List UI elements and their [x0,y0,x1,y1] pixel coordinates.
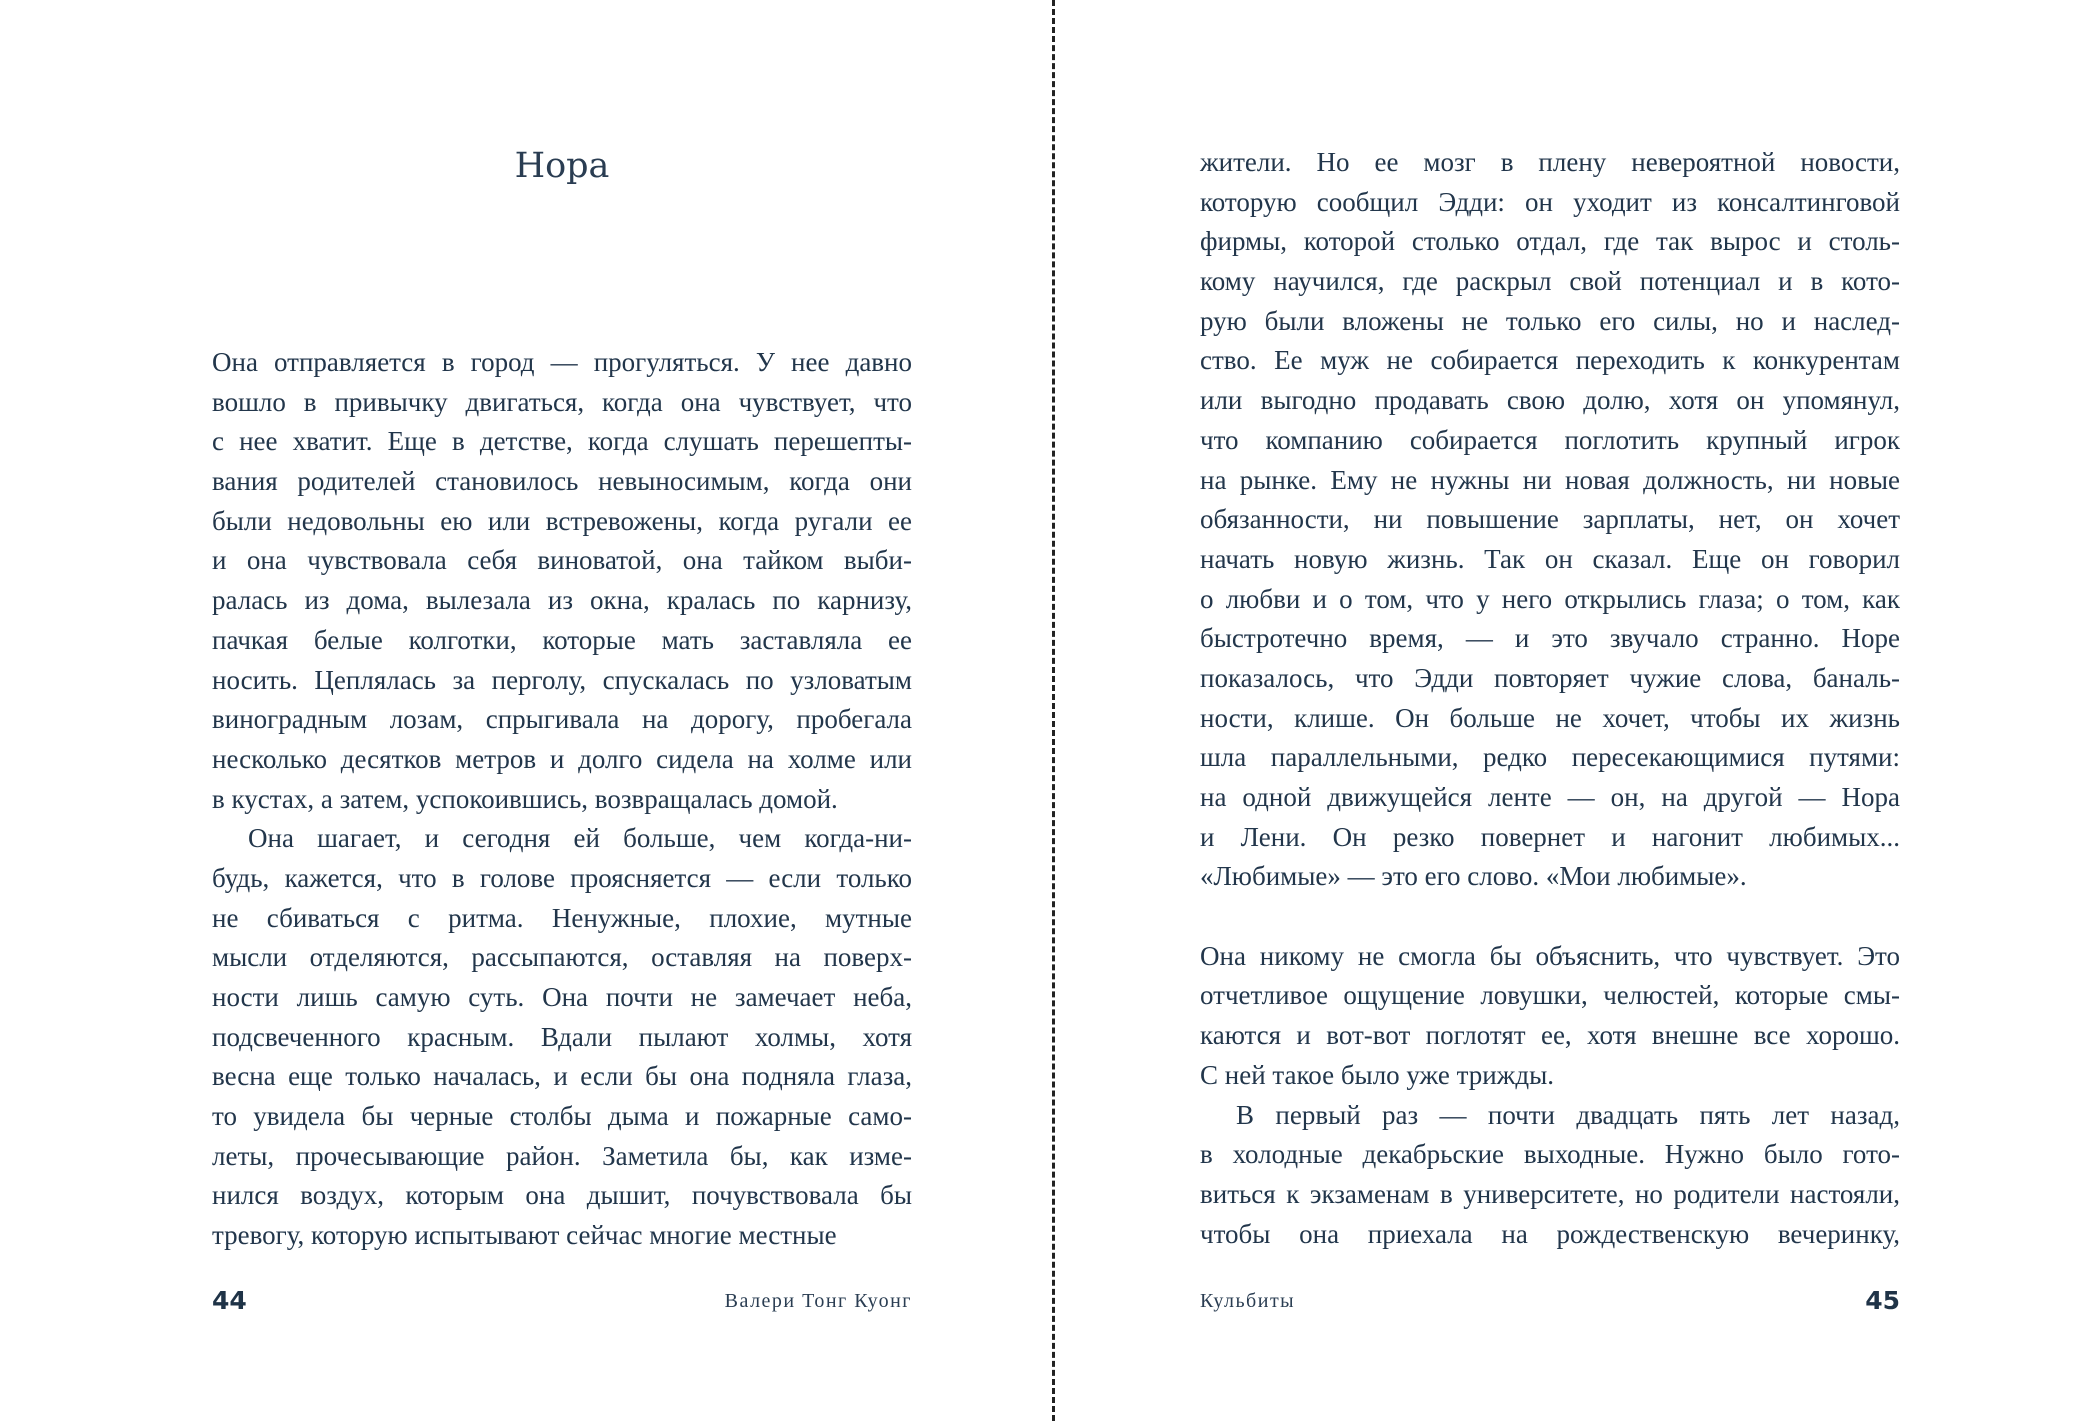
text-line: шла параллельными, редко пересекающимися путями: [1200,742,1900,773]
text-line: Она шагает, и сегодня ей больше, чем когда-ни- [248,823,912,854]
text-line: носить. Цеплялась за перголу, спускалась по узловатым [212,664,912,695]
text-line: вания родителей становилось невыносимым, когда они [212,466,912,497]
page-fold-divider [1052,0,1055,1421]
text-line: мысли отделяются, рассыпаются, оставляя на поверх- [212,942,912,973]
running-head-title: Кульбиты [1200,1290,1296,1312]
text-line: «Любимые» — это его слово. «Мои любимые». [1200,861,1747,892]
text-line: фирмы, которой столько отдал, где так вырос и столь- [1200,226,1900,257]
text-line: вошло в привычку двигаться, когда она чувствует, что [212,386,912,417]
text-line: леты, прочесывающие район. Заметила бы, как изме- [212,1140,912,1171]
text-line: несколько десятков метров и долго сидела на холме или [212,743,912,774]
text-line: подсвеченного красным. Вдали пылают холмы, хотя [212,1021,912,1052]
text-line: будь, кажется, что в голове проясняется — если только [212,862,912,893]
text-line: и она чувствовала себя виноватой, она тайком выби- [212,545,912,576]
text-line: ности, клише. Он больше не хочет, чтобы их жизнь [1200,702,1900,733]
text-line: или выгодно продавать свою долю, хотя он упомянул, [1200,385,1900,416]
text-line: пачкая белые колготки, которые мать заставляла ее [212,624,912,655]
text-line: чтобы она приехала на рождественскую вечеринку, [1200,1218,1900,1249]
text-line: отчетливое ощущение ловушки, челюстей, которые смы- [1200,980,1900,1011]
text-line: весна еще только началась, и если бы она подняла глаза, [212,1061,912,1092]
left-page-footer [212,1286,912,1322]
text-line: в холодные декабрьские выходные. Нужно было гото- [1200,1139,1900,1170]
text-line: ралась из дома, вылезала из окна, кралась по карнизу, [212,585,912,616]
right-page [1200,0,1900,1421]
text-line: ство. Ее муж не собирается переходить к конкурентам [1200,345,1900,376]
page-number: 45 [1865,1286,1900,1315]
text-line: Она отправляется в город — прогуляться. У нее давно [212,347,912,377]
text-line: С ней такое было уже трижды. [1200,1059,1554,1090]
text-line: жители. Но ее мозг в плену невероятной новости, [1200,147,1900,177]
text-line: рую были вложены не только его силы, но и наслед- [1200,305,1900,336]
left-body-text [212,343,912,1256]
text-line: В первый раз — почти двадцать пять лет назад, [1236,1099,1900,1130]
text-line: начать новую жизнь. Так он сказал. Еще он говорил [1200,543,1900,574]
page-number: 44 [212,1286,247,1315]
text-line: и Лени. Он резко повернет и нагонит любимых... [1200,821,1900,852]
right-page-footer [1200,1286,1900,1322]
text-line: виноградным лозам, спрыгивала на дорогу, пробегала [212,704,912,735]
text-line: Она никому не смогла бы объяснить, что чувствует. Это [1200,940,1900,971]
right-body-text [1200,143,1900,1254]
text-line: о любви и о том, что у него открылись глаза; о том, как [1200,583,1900,614]
text-line: кому научился, где раскрыл свой потенциал и в кото- [1200,266,1900,297]
text-line: в кустах, а затем, успокоившись, возвращалась домой. [212,783,838,814]
text-line: что компанию собирается поглотить крупный игрок [1200,424,1900,455]
text-line: были недовольны ею или встревожены, когда ругали ее [212,505,912,536]
text-line: показалось, что Эдди повторяет чужие слова, баналь- [1200,662,1900,693]
text-line: каются и вот-вот поглотят ее, хотя внешне все хорошо. [1200,1020,1900,1051]
text-line: тревогу, которую испытывают сейчас многие местные [212,1220,837,1251]
text-line: быстротечно время, — и это звучало странно. Норе [1200,623,1900,654]
chapter-title: Нора [514,146,610,186]
text-line: нился воздух, которым она дышит, почувствовала бы [212,1180,912,1211]
text-line: ности лишь самую суть. Она почти не замечает неба, [212,982,912,1012]
text-line: на одной движущейся ленте — он, на другой — Нора [1200,782,1900,812]
text-line: с нее хватит. Еще в детстве, когда слушать перешепты- [212,426,912,457]
section-break [1200,897,1900,937]
text-line: на рынке. Ему не нужны ни новая должность, ни новые [1200,464,1900,495]
text-line: обязанности, ни повышение зарплаты, нет, он хочет [1200,504,1900,535]
text-line: то увидела бы черные столбы дыма и пожарные само- [212,1101,912,1132]
running-head-author: Валери Тонг Куонг [724,1290,912,1312]
text-line: не сбиваться с ритма. Ненужные, плохие, мутные [212,902,912,933]
text-line: виться к экзаменам в университете, но родители настояли, [1200,1178,1900,1209]
left-page [212,0,912,1421]
text-line: которую сообщил Эдди: он уходит из консалтинговой [1200,186,1900,217]
